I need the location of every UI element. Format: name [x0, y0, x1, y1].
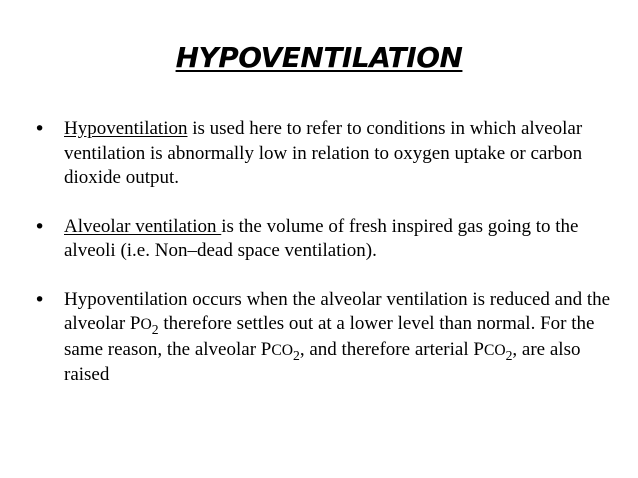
bullet-dot-icon: • — [34, 215, 46, 238]
bullet-text: is used here to refer to conditions in which alveolar ventilation is abnormally low in relation to oxygen uptake or carbon dioxide output. — [64, 118, 583, 188]
bullet-item — [34, 117, 614, 191]
gas-symbol: CO — [483, 341, 506, 359]
bullet-term: Alveolar ventilation — [64, 215, 222, 237]
bullet-text: therefore settles out at a lower level than normal. For the same reason, the alveolar P — [64, 313, 595, 360]
bullet-text: , and therefore arterial P — [299, 338, 484, 360]
gas-symbol: CO — [271, 341, 293, 359]
bullet-item — [34, 215, 614, 264]
bullet-item — [34, 288, 614, 388]
bullet-text: is the volume of fresh inspired gas going to the alveoli (i.e. Non–dead space ventilation). — [64, 215, 579, 261]
bullet-text: Hypoventilation occurs when the alveolar ventilation is reduced and the alveolar P — [64, 288, 611, 334]
subscript: 2 — [292, 347, 300, 363]
bullet-dot-icon: • — [34, 118, 46, 140]
subscript: 2 — [151, 321, 159, 337]
slide-title: HYPOVENTILATION — [175, 41, 463, 74]
bullet-term: Hypoventilation — [64, 118, 188, 139]
gas-symbol: O — [140, 316, 152, 333]
bullet-dot-icon: • — [34, 288, 46, 311]
bullet-text: , are also raised — [64, 338, 581, 385]
bullet-list — [34, 117, 614, 388]
subscript: 2 — [505, 347, 513, 363]
